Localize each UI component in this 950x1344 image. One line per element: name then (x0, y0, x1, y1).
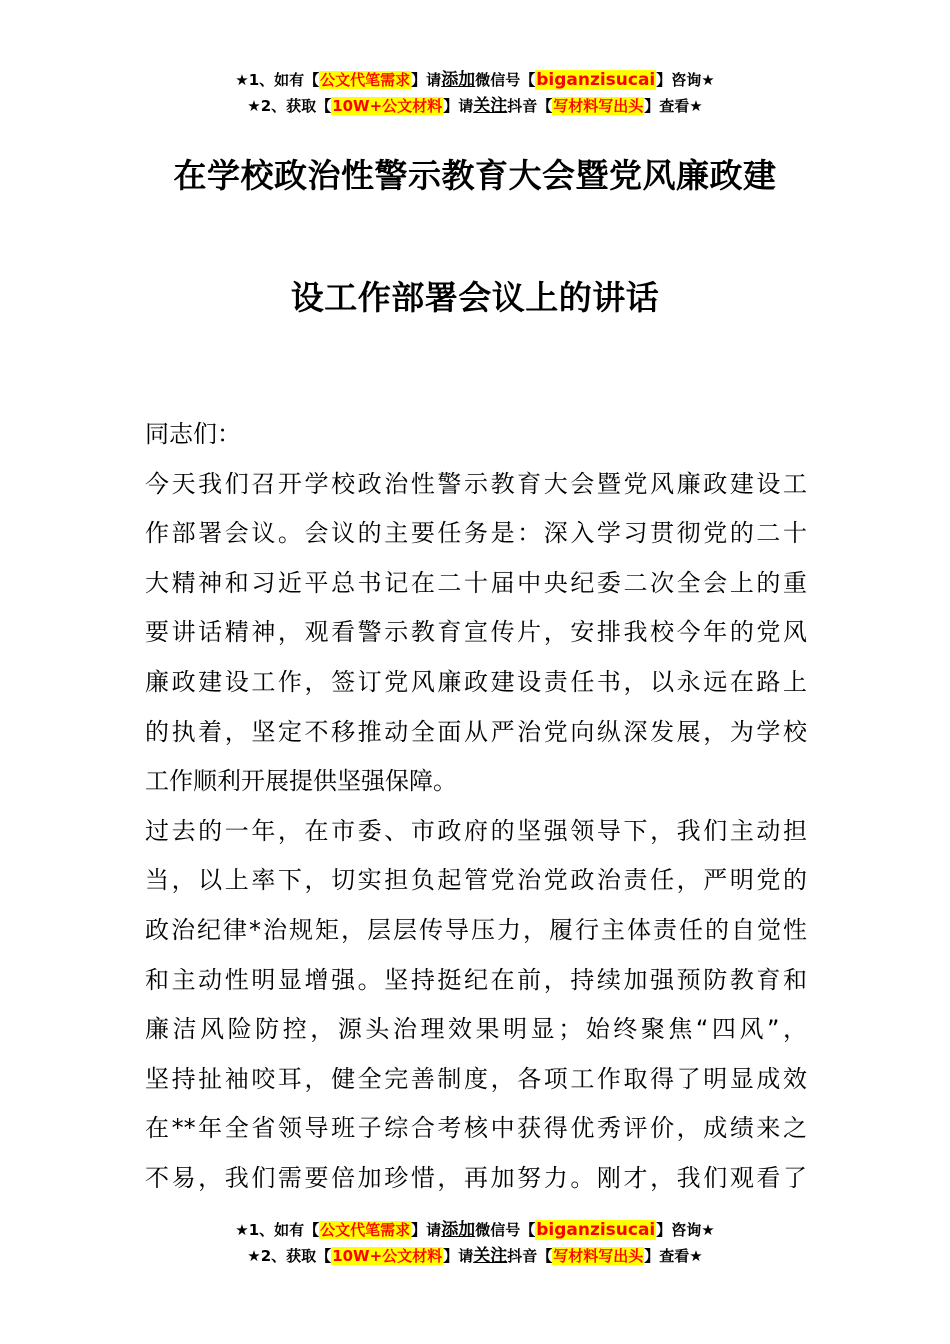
document-title-line-1: 在学校政治性警示教育大会暨党风廉政建 (173, 156, 777, 195)
banner-text: 】咨询★ (656, 71, 715, 89)
paragraph-line: 今天我们召开学校政治性警示教育大会暨党风廉政建设工 (145, 469, 807, 498)
banner-wechat-id: biganzisucai (536, 70, 656, 90)
banner-text: 抖音【 (507, 97, 553, 115)
paragraph-line: 要讲话精神，观看警示教育宣传片，安排我校今年的党风 (145, 618, 807, 647)
banner-text: 抖音【 (507, 1247, 553, 1265)
banner-emphasis: 关注 (473, 1246, 508, 1266)
banner-text: ★1、如有【 (235, 1221, 320, 1239)
footer-banner (0, 1217, 950, 1269)
banner-text: ★2、获取【 (247, 1247, 332, 1265)
paragraph-line: 作部署会议。会议的主要任务是：深入学习贯彻党的二十 (145, 519, 807, 548)
banner-highlight: 公文代笔需求 (320, 71, 411, 89)
banner-text: 】查看★ (644, 1247, 703, 1265)
banner-text: 】请 (443, 97, 474, 115)
salutation: 同志们： (145, 420, 241, 448)
paragraph-line: 工作顺利开展提供坚强保障。 (145, 767, 457, 796)
paragraph-line: 政治纪律*治规矩，层层传导压力，履行主体责任的自觉性 (145, 915, 807, 944)
banner-emphasis: 添加 (441, 1220, 476, 1240)
document-title-line-2: 设工作部署会议上的讲话 (290, 278, 660, 317)
paragraph-1 (145, 460, 807, 807)
paragraph-line: 不易，我们需要倍加珍惜，再加努力。刚才，我们观看了 (145, 1163, 807, 1192)
paragraph-line: 过去的一年，在市委、市政府的坚强领导下，我们主动担 (145, 816, 807, 845)
paragraph-line: 廉政建设工作，签订党风廉政建设责任书，以永远在路上 (145, 667, 807, 696)
banner-text: ★1、如有【 (235, 71, 320, 89)
paragraph-line: 大精神和习近平总书记在二十届中央纪委二次全会上的重 (145, 568, 807, 597)
paragraph-line: 坚持扯袖咬耳，健全完善制度，各项工作取得了明显成效 (145, 1064, 807, 1093)
banner-text: 】咨询★ (656, 1221, 715, 1239)
header-banner (0, 67, 950, 119)
paragraph-line: 在**年全省领导班子综合考核中获得优秀评价，成绩来之 (145, 1114, 807, 1143)
header-banner-line-2 (0, 93, 950, 119)
banner-text: 】请 (411, 1221, 442, 1239)
paragraph-line: 廉洁风险防控，源头治理效果明显；始终聚焦“四风”， (145, 1015, 807, 1044)
banner-highlight: 10W+公文材料 (332, 97, 443, 115)
paragraph-line: 和主动性明显增强。坚持挺纪在前，持续加强预防教育和 (145, 965, 807, 994)
paragraph-line: 的执着，坚定不移推动全面从严治党向纵深发展，为学校 (145, 717, 807, 746)
banner-douyin-name: 写材料写出头 (553, 1247, 644, 1265)
footer-banner-line-2 (0, 1243, 950, 1269)
banner-text: 】查看★ (644, 97, 703, 115)
document-body (145, 410, 807, 1204)
banner-text: 微信号【 (475, 1221, 536, 1239)
banner-text: ★2、获取【 (247, 97, 332, 115)
paragraph-line: 当，以上率下，切实担负起管党治党政治责任，严明党的 (145, 866, 807, 895)
footer-banner-line-1 (0, 1217, 950, 1243)
banner-emphasis: 关注 (473, 96, 508, 116)
banner-text: 微信号【 (475, 71, 536, 89)
banner-text: 】请 (443, 1247, 474, 1265)
banner-emphasis: 添加 (441, 70, 476, 90)
banner-text: 】请 (411, 71, 442, 89)
paragraph-2 (145, 807, 807, 1204)
banner-wechat-id: biganzisucai (536, 1220, 656, 1240)
banner-highlight: 10W+公文材料 (332, 1247, 443, 1265)
banner-highlight: 公文代笔需求 (320, 1221, 411, 1239)
header-banner-line-1 (0, 67, 950, 93)
banner-douyin-name: 写材料写出头 (553, 97, 644, 115)
